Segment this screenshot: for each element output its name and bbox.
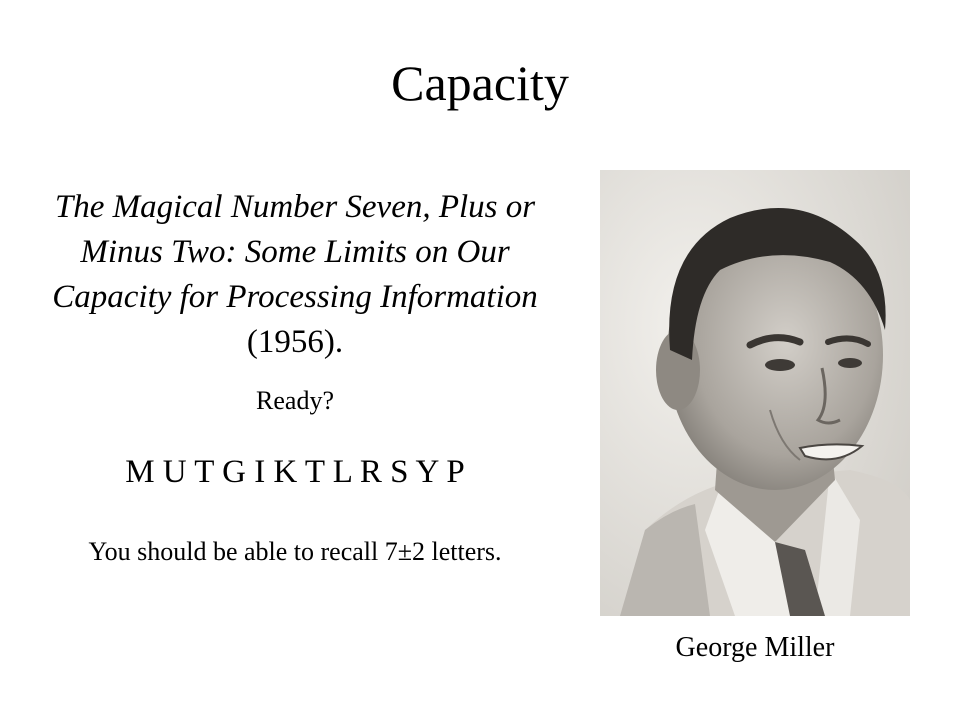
ready-prompt: Ready? [256,386,334,415]
recall-note: You should be able to recall 7±2 letters. [88,537,502,566]
portrait-illustration [600,170,910,616]
paper-citation [40,185,550,365]
letter-sequence: M U T G I K T L R S Y P [125,454,465,490]
george-miller-photo [600,170,910,616]
photo-caption: George Miller [675,632,835,663]
slide-title: Capacity [391,55,569,111]
paper-year: (1956). [246,324,344,360]
paper-title: The Magical Number Seven, Plus or Minus Two: Some Limits on Our Capacity for Processing Information [52,189,538,315]
